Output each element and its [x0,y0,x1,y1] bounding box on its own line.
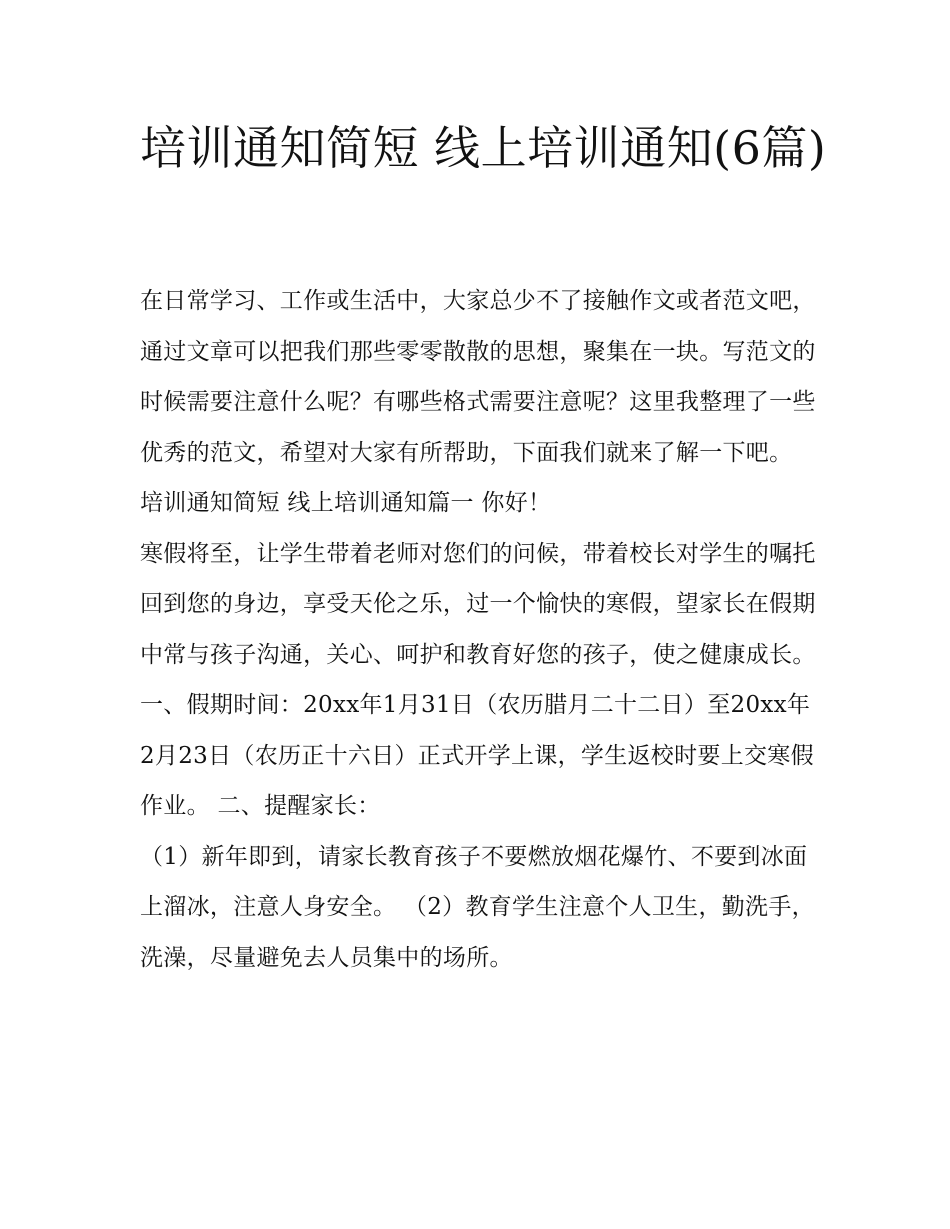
document-body [140,276,820,983]
section-heading: 培训通知简短 线上培训通知篇一 你好！ [140,490,552,516]
intro-paragraph: 在日常学习、工作或生活中，大家总少不了接触作文或者范文吧，通过文章可以把我们那些零零散散的思想，聚集在一块。写范文的时候需要注意什么呢？有哪些格式需要注意呢？这里我整理了一些优秀的范文，希望对大家有所帮助，下面我们就来了解一下吧。 [140,288,816,466]
body-paragraph: （1）新年即到，请家长教育孩子不要燃放烟花爆竹、不要到冰面上溜冰，注意人身安全。 （2）教育学生注意个人卫生，勤洗手，洗澡，尽量避免去人员集中的场所。 [140,843,815,971]
body-paragraph: 一、假期时间：20xx年1月31日（农历腊月二十二日）至20xx年2月23日（农历正十六日）正式开学上课，学生返校时要上交寒假作业。 二、提醒家长： [140,692,814,819]
body-paragraph: 寒假将至，让学生带着老师对您们的问候，带着校长对学生的嘱托回到您的身边，享受天伦之乐，过一个愉快的寒假，望家长在假期中常与孩子沟通，关心、呵护和教育好您的孩子，使之健康成长。 [140,540,816,668]
document-title: 培训通知简短 线上培训通知(6篇) [140,121,827,175]
